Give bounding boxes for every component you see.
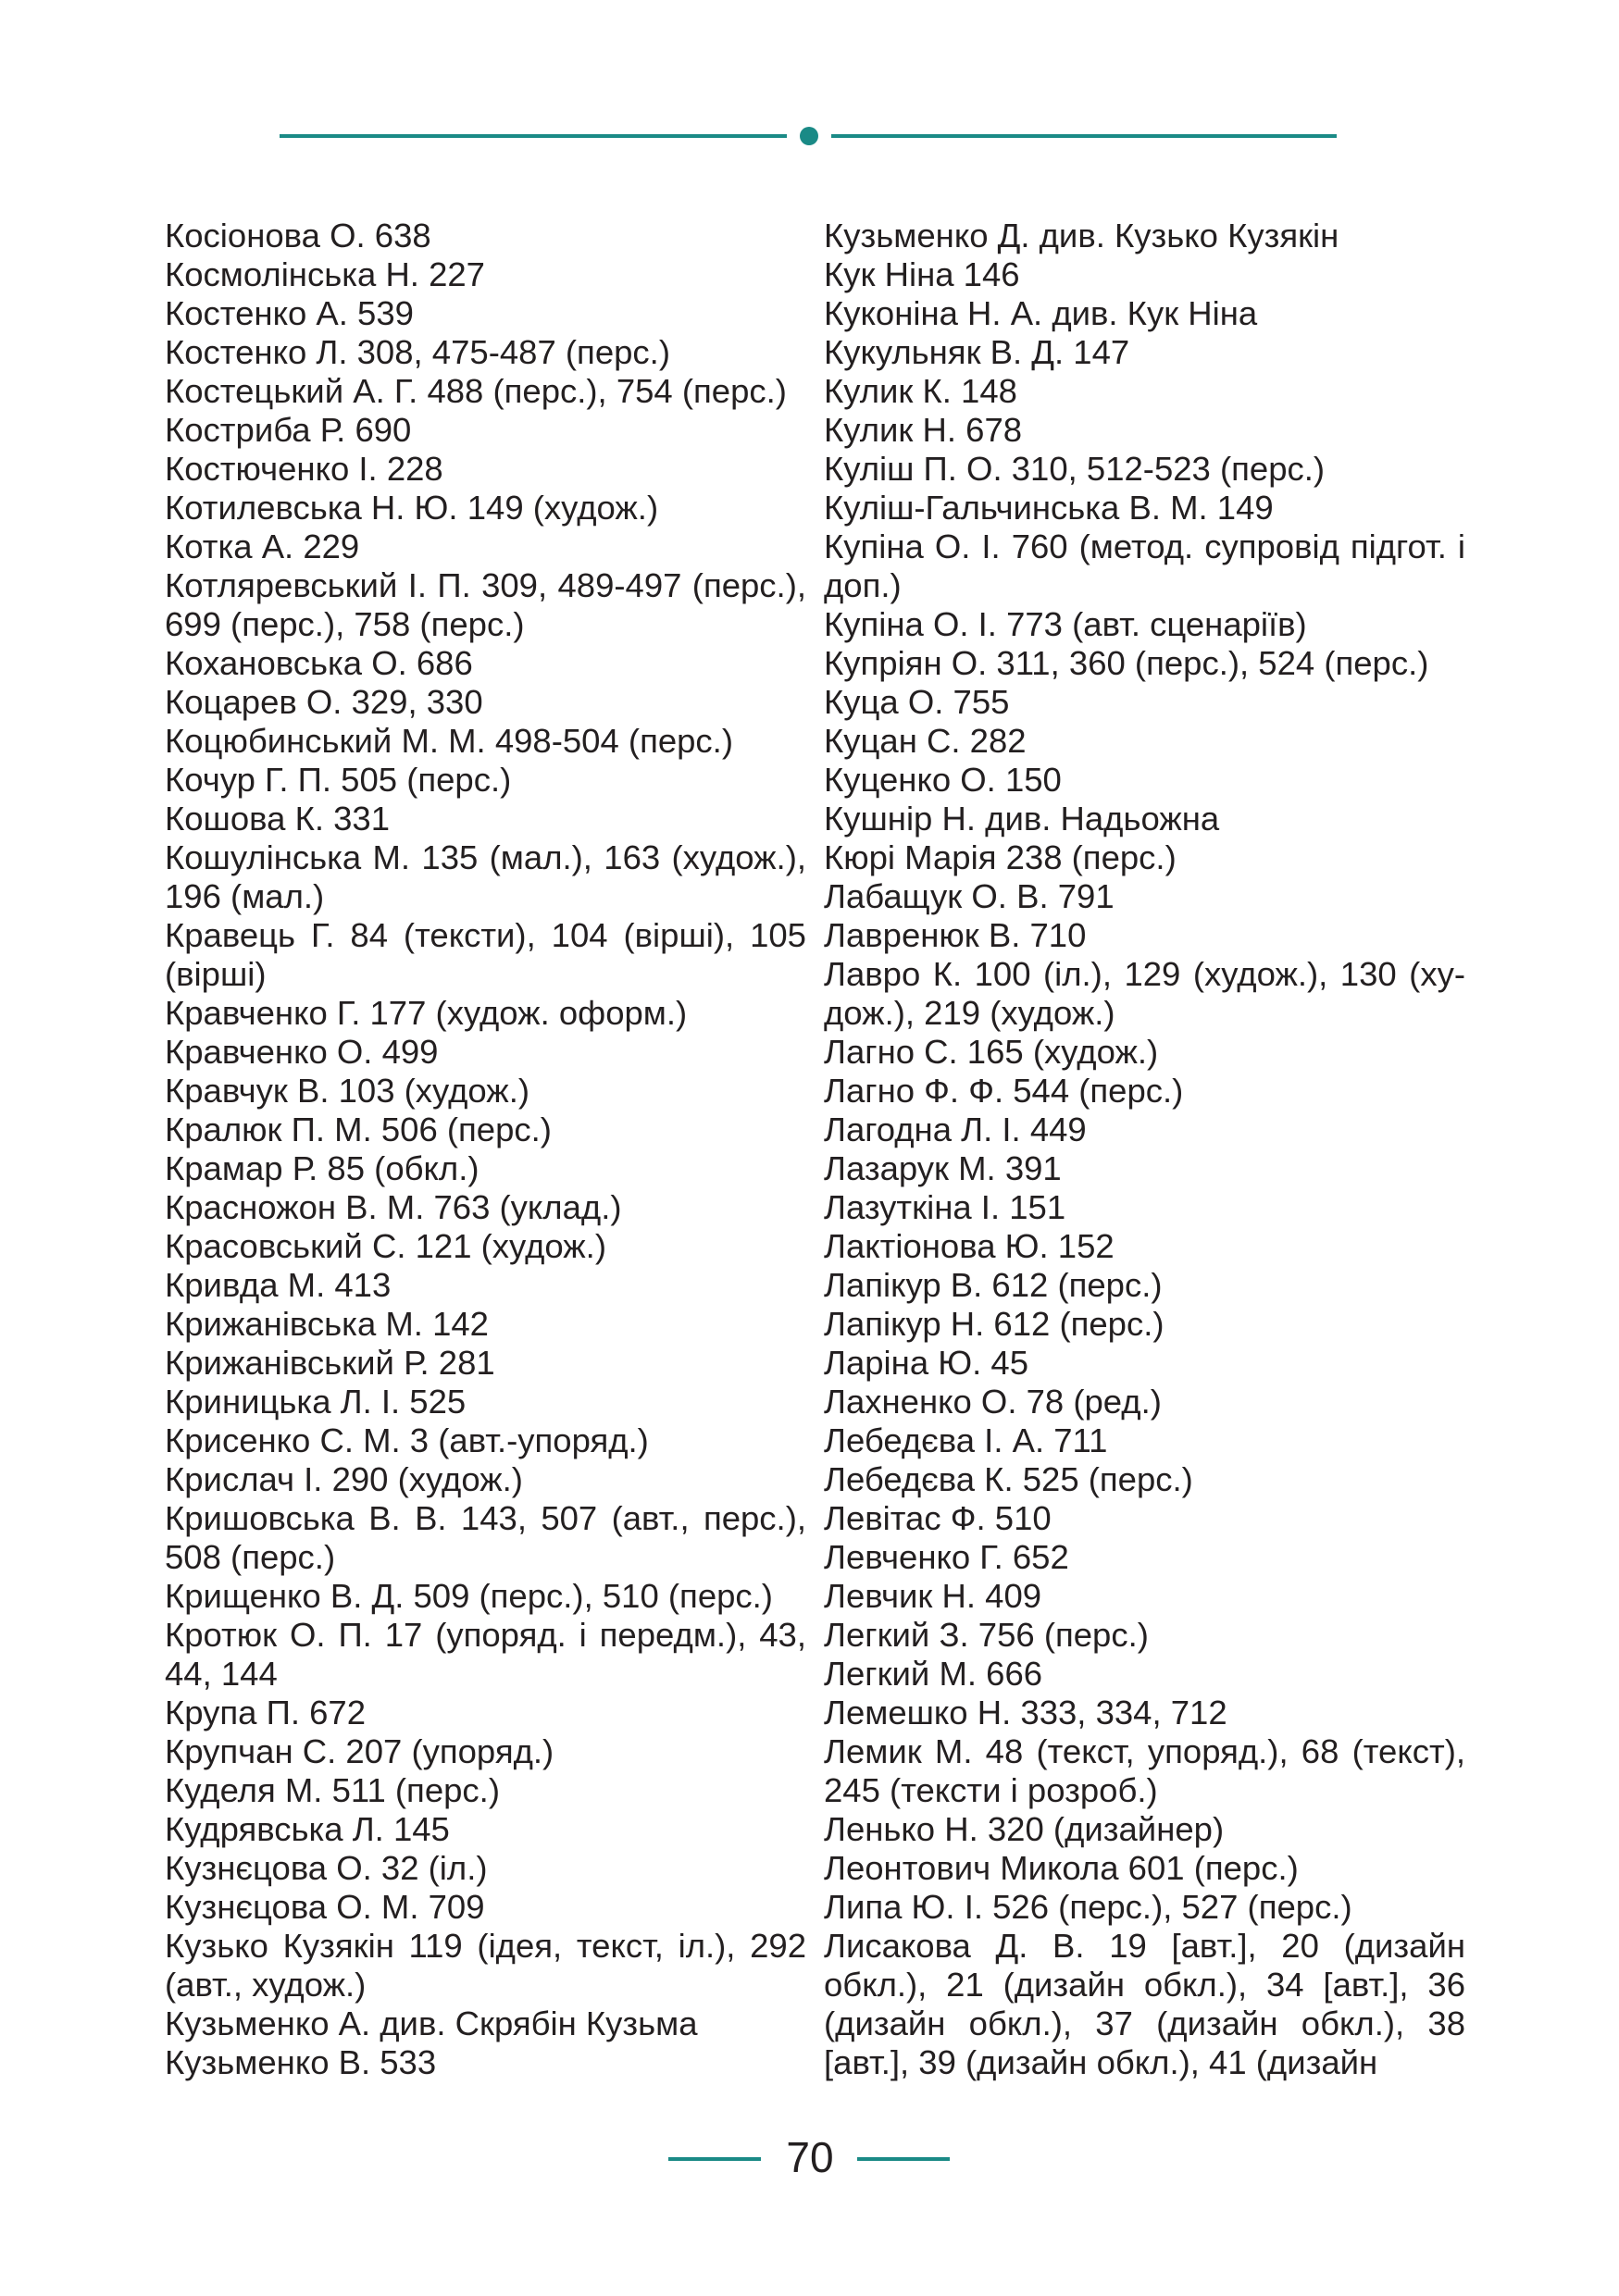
index-entry: Куделя М. 511 (перс.) [165, 1771, 500, 1809]
index-entry: Крищенко В. Д. 509 (перс.), 510 (перс.) [165, 1577, 773, 1615]
index-entry: Лавро К. 100 (іл.), 129 (худож.), 130 (худож.), 219 (худож.) [824, 955, 1465, 1032]
index-entry: Кузьменко В. 533 [165, 2043, 437, 2081]
index-entry: Крислач І. 290 (худож.) [165, 1460, 523, 1498]
index-entry: Кравченко О. 499 [165, 1033, 439, 1071]
index-entry: Костецький А. Г. 488 (перс.), 754 (перс.) [165, 372, 787, 410]
index-entry: Кулик Н. 678 [824, 411, 1023, 449]
index-entry: Липа Ю. І. 526 (перс.), 527 (перс.) [824, 1888, 1352, 1926]
index-entry: Куца О. 755 [824, 683, 1010, 721]
bottom-rule-left [668, 2157, 761, 2161]
index-entry: Лактіонова Ю. 152 [824, 1227, 1115, 1265]
index-entry: Костриба Р. 690 [165, 411, 412, 449]
index-entry: Кохановська О. 686 [165, 644, 473, 682]
top-rule-left [280, 134, 787, 138]
index-column-left [165, 217, 806, 2082]
index-entry: Криницька Л. І. 525 [165, 1383, 467, 1421]
index-entry: Кук Ніна 146 [824, 255, 1020, 293]
index-entry: Куконіна Н. А. див. Кук Ніна [824, 294, 1258, 332]
index-entry: Кузьменко А. див. Скрябін Кузьма [165, 2004, 698, 2042]
index-entry: Кралюк П. М. 506 (перс.) [165, 1111, 552, 1148]
index-entry: Ларіна Ю. 45 [824, 1344, 1029, 1382]
index-entry: Кулик К. 148 [824, 372, 1017, 410]
index-entry: Кушнір Н. див. Надьожна [824, 800, 1220, 838]
index-entry: Кукульняк В. Д. 147 [824, 333, 1130, 371]
index-entry: Кривда М. 413 [165, 1266, 392, 1304]
index-entry: Красовський С. 121 (худож.) [165, 1227, 606, 1265]
index-entry: Крупа П. 672 [165, 1694, 367, 1731]
top-rule-right [831, 134, 1337, 138]
index-column-right [824, 217, 1465, 2082]
index-entry: Куценко О. 150 [824, 761, 1062, 799]
index-entry: Легкий М. 666 [824, 1655, 1043, 1693]
index-entry: Левчик Н. 409 [824, 1577, 1042, 1615]
bottom-rule-right [857, 2157, 950, 2161]
index-entry: Коцарев О. 329, 330 [165, 683, 483, 721]
index-entry: Кудрявська Л. 145 [165, 1810, 450, 1848]
index-entry: Кузнєцова О. 32 (іл.) [165, 1849, 488, 1887]
index-entry: Кузнєцова О. М. 709 [165, 1888, 485, 1926]
index-entry: Лагно Ф. Ф. 544 (перс.) [824, 1072, 1184, 1110]
index-entry: Красножон В. М. 763 (уклад.) [165, 1188, 622, 1226]
index-entry: Куцан С. 282 [824, 722, 1027, 760]
index-entry: Лазуткіна І. 151 [824, 1188, 1066, 1226]
index-entry: Кошулінська М. 135 (мал.), 163 (худож.), 196 (мал.) [165, 838, 806, 915]
index-entry: Легкий З. 756 (перс.) [824, 1616, 1149, 1654]
index-entry: Ленько Н. 320 (дизайнер) [824, 1810, 1225, 1848]
index-entry: Крупчан С. 207 (упоряд.) [165, 1732, 554, 1770]
index-entry: Купіна О. І. 773 (авт. сценаріїв) [824, 605, 1307, 643]
index-entry: Крижанівська М. 142 [165, 1305, 489, 1343]
index-entry: Кузько Кузякін 119 (ідея, текст, іл.), 292 (авт., худож.) [165, 1927, 806, 2004]
index-entry: Лисакова Д. В. 19 [авт.], 20 (дизайн обкл.), 21 (дизайн обкл.), 34 [авт.], 36 (дизайн обкл.), 37 (дизайн обкл.), 38 [авт.], 39 (дизайн обкл.), 41 (дизайн [824, 1927, 1465, 2081]
index-entry: Купіна О. І. 760 (метод. супровід підгот. і доп.) [824, 527, 1465, 604]
index-entry: Крамар Р. 85 (обкл.) [165, 1149, 479, 1187]
index-entry: Космолінська Н. 227 [165, 255, 485, 293]
index-entry: Лавренюк В. 710 [824, 916, 1087, 954]
index-entry: Кравець Г. 84 (тексти), 104 (вірші), 105 (вірші) [165, 916, 806, 993]
index-entry: Купріян О. 311, 360 (перс.), 524 (перс.) [824, 644, 1429, 682]
index-entry: Лабащук О. В. 791 [824, 877, 1115, 915]
index-entry: Котляревський І. П. 309, 489-497 (перс.), 699 (перс.), 758 (перс.) [165, 566, 806, 643]
index-entry: Левітас Ф. 510 [824, 1499, 1052, 1537]
index-entry: Костенко А. 539 [165, 294, 414, 332]
index-entry: Кришовська В. В. 143, 507 (авт., перс.), 508 (перс.) [165, 1499, 806, 1576]
index-entry: Лапікур В. 612 (перс.) [824, 1266, 1163, 1304]
index-entry: Коцюбинський М. М. 498-504 (перс.) [165, 722, 733, 760]
index-entry: Кравченко Г. 177 (худож. оформ.) [165, 994, 688, 1032]
index-entry: Кочур Г. П. 505 (перс.) [165, 761, 512, 799]
index-entry: Куліш-Гальчинська В. М. 149 [824, 489, 1274, 527]
index-entry: Кошова К. 331 [165, 800, 391, 838]
index-entry: Лапікур Н. 612 (перс.) [824, 1305, 1164, 1343]
index-entry: Лебедєва І. А. 711 [824, 1421, 1108, 1459]
index-entry: Крисенко С. М. 3 (авт.-упоряд.) [165, 1421, 649, 1459]
index-entry: Лахненко О. 78 (ред.) [824, 1383, 1162, 1421]
index-entry: Лебедєва К. 525 (перс.) [824, 1460, 1193, 1498]
index-entry: Леонтович Микола 601 (перс.) [824, 1849, 1299, 1887]
index-entry: Левченко Г. 652 [824, 1538, 1069, 1576]
top-rule-dot [800, 127, 818, 145]
index-entry: Лазарук М. 391 [824, 1149, 1062, 1187]
index-entry: Костенко Л. 308, 475-487 (перс.) [165, 333, 670, 371]
index-entry: Костюченко І. 228 [165, 450, 443, 488]
index-entry: Куліш П. О. 310, 512-523 (перс.) [824, 450, 1326, 488]
index-entry: Кюрі Марія 238 (перс.) [824, 838, 1177, 876]
index-entry: Котилевська Н. Ю. 149 (худож.) [165, 489, 659, 527]
index-entry: Кузьменко Д. див. Кузько Кузякін [824, 217, 1339, 254]
index-entry: Кравчук В. 103 (худож.) [165, 1072, 529, 1110]
index-entry: Крижанівський Р. 281 [165, 1344, 495, 1382]
index-entry: Косіонова О. 638 [165, 217, 431, 254]
index-entry: Лемик М. 48 (текст, упоряд.), 68 (текст), 245 (тексти і розроб.) [824, 1732, 1465, 1809]
page-number: 70 [786, 2133, 834, 2181]
index-entry: Кротюк О. П. 17 (упоряд. і передм.), 43, 44, 144 [165, 1616, 806, 1693]
index-entry: Лемешко Н. 333, 334, 712 [824, 1694, 1227, 1731]
index-entry: Котка А. 229 [165, 527, 360, 565]
index-entry: Лагодна Л. І. 449 [824, 1111, 1087, 1148]
index-entry: Лагно С. 165 (худож.) [824, 1033, 1159, 1071]
